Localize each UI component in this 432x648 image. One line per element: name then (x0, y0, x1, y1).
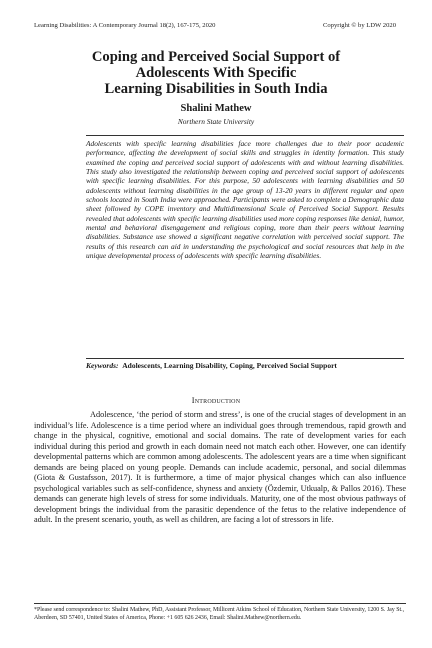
footnote-rule (34, 603, 406, 604)
abstract-bottom-rule (86, 358, 404, 359)
title-line: Coping and Perceived Social Support of (91, 49, 341, 65)
journal-citation: Learning Disabilities: A Contemporary Journal 18(2), 167-175, 2020 (34, 22, 216, 29)
title-line: Adolescents With Specific (135, 65, 297, 81)
body-paragraph: Adolescence, ‘the period of storm and stress’, is one of the crucial stages of development in an individual’s life. Adolescence is a time period where an individual goes through tremendous, rapid growth and change in the physical, cognitive, emotional and social domains. The rate of development varies for each individual during this period and growth in each domain need not match each other. However, one can identify developmental patterns which are common among adolescents. The adolescent years are a time when significant demands are being placed on young people. Demands can include academic, personal, and social dilemmas (Giota & Gustafsson, 2017). It is furthermore, a time of major physical changes which can also influence psychological variables such as self-confidence, shyness and anxiety (Özdemir, Utkualp, & Pallos 2016). These demands can generate high levels of stress for some individuals. Maturity, one of the most obvious pathways of development brings the individual from the parasitic dependence of the fetus to the relative independence of adult. In the present scenario, youth, as well as children, are facing a lot of stressors in life. (34, 410, 406, 525)
correspondence-footnote: *Please send correspondence to: Shalini Mathew, PhD, Assistant Professor, Millicent Atkins School of Education, Northern State University, 1200 S. Jay St., Aberdeen, SD 57401, United States of America, Phone: +1 605 626 2436, Email: Shalini.Mathew@northern.edu. (34, 607, 405, 622)
keywords-label: Keywords: (86, 361, 119, 370)
copyright-notice: Copyright © by LDW 2020 (322, 22, 396, 29)
keywords-list: Adolescents, Learning Disability, Coping, Perceived Social Support (122, 361, 337, 370)
running-head (34, 22, 396, 29)
article-title (34, 49, 398, 97)
author-affiliation: Northern State University (177, 117, 255, 126)
abstract: Adolescents with specific learning disabilities face more challenges due to their poor academic performance, affecting the development of social skills and struggles in identity formation. This study examined the coping and perceived social support of adolescents with and without learning disabilities. This study also investigated the relationship between coping and perceived social support of adolescents with specific learning disabilities. For this purpose, 50 adolescents with learning disabilities and 50 adolescents without learning disabilities in the age group of 13-20 years in different regular and open schools located in South India were approached. Participants were asked to complete a Demographic data sheet followed by COPE inventory and Multidimensional Scale of Perceived Social Support. Results revealed that adolescents with specific learning disabilities used more coping responses like denial, humor, mental and behavioral disengagement and religious coping, more than their peers without learning disabilities. Substance use showed a significant negative correlation with perceived social support. The results of this research can aid in understanding the psychological and social resources that help in the unique developmental process of adolescents with specific learning disabilities. (86, 139, 404, 261)
title-line: Learning Disabilities in South India (104, 81, 328, 97)
keywords (86, 361, 404, 371)
section-heading: Introduction (191, 396, 241, 405)
author-name: Shalini Mathew (180, 103, 252, 114)
abstract-top-rule (86, 135, 404, 136)
